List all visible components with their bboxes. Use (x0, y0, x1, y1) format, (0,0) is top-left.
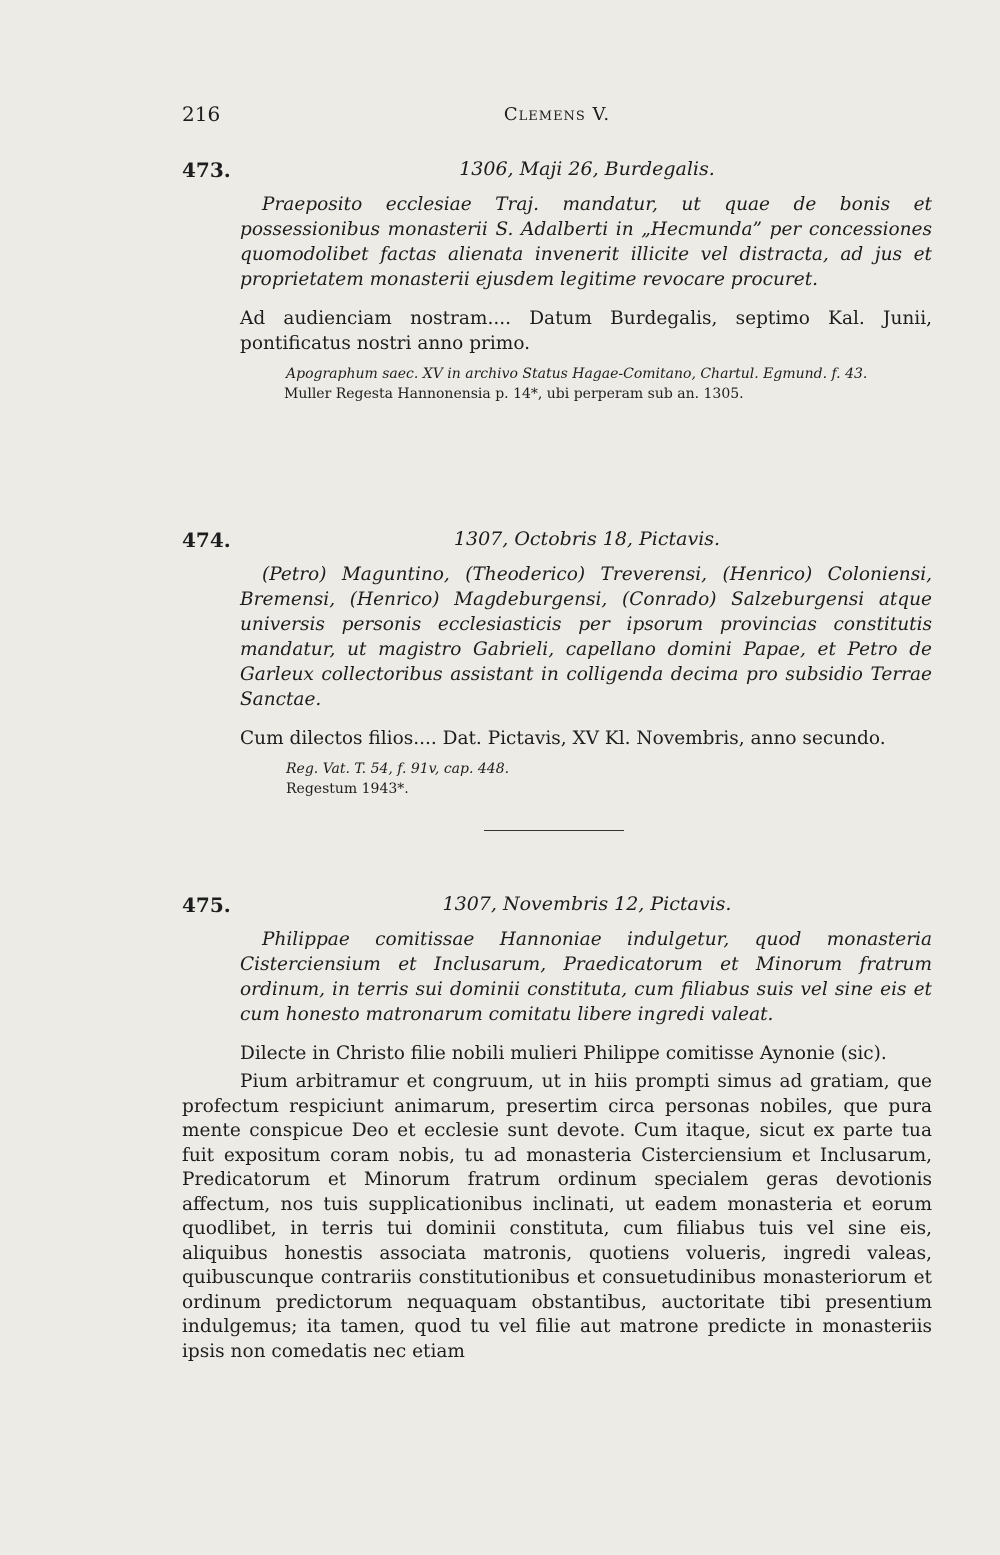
entry-summary: Praeposito ecclesiae Traj. mandatur, ut quae de bonis et possessionibus monasterii S. Adalberti in „Hecmunda” per concessiones quomodolibet factas alienata invenerit illicite vel distracta, ad jus et proprietatem monasterii ejusdem legitime revocare procuret. (240, 194, 932, 290)
entry-473 (182, 158, 932, 404)
page-number: 216 (182, 102, 221, 126)
page-header (182, 102, 932, 132)
letter-body (182, 1070, 932, 1364)
entry-474 (182, 528, 932, 799)
entry-summary: (Petro) Maguntino, (Theoderico) Treverensi, (Henrico) Coloniensi, Bremensi, (Henrico) Magdeburgensi, (Conrado) Salzeburgensi atque universis personis ecclesiasticis per ipsorum provincias constitutis mandatur, ut magistro Gabrieli, capellano domini Papae, et Petro de Garleux collectoribus assistant in colligenda decima pro subsidio Terrae Sanctae. (240, 564, 932, 710)
source-line: Reg. Vat. T. 54, f. 91v, cap. 448. (286, 761, 510, 777)
source-line: Regestum 1943*. (286, 781, 409, 797)
entry-date: 1306, Maji 26, Burdegalis. (459, 158, 715, 180)
entry-summary: Philippae comitissae Hannoniae indulgetur, quod monasteria Cisterciensium et Inclusarum, Praedicatorum et Minorum fratrum ordinum, in terris sui dominii constituta, cum filiabus suis vel sine eis et cum honesto matronarum comitatu libere ingredi valeat. (240, 929, 932, 1025)
running-title: Clemens V. (503, 104, 611, 125)
letter-body-text: Pium arbitramur et congruum, ut in hiis prompti simus ad gratiam, que profectum respiciunt animarum, presertim circa personas nobiles, que pura mente conspicue Deo et ecclesie sunt devote. Cum itaque, sicut ex parte tua fuit expositum coram nobis, tu ad monasteria Cisterciensium et Inclusarum, Predicatorum et Minorum fratrum ordinum specialem geras devotionis affectum, nos tuis supplicationibus inclinati, ut eadem monasteria et eorum quodlibet, in terris tui dominii constituta, cum filiabus tuis vel sine eis, aliquibus honestis associata matronis, quotiens volueris, ingredi valeas, quibuscunque contrariis constitutionibus et consuetudinibus monasteriorum et ordinum predictorum nequaquam obstantibus, auctoritate tibi presentium indulgemus; ita tamen, quod tu vel filie aut matrone predicte in monasteriis ipsis non comedatis nec etiam (182, 1071, 932, 1362)
source-line: Muller Regesta Hannonensia p. 14*, ubi perperam sub an. 1305. (284, 386, 744, 402)
entry-number: 474. (182, 528, 231, 552)
entry-number: 475. (182, 893, 231, 917)
entry-incipit: Ad audienciam nostram.... Datum Burdegalis, septimo Kal. Junii, pontificatus nostri anno primo. (240, 308, 932, 354)
entry-sources (286, 759, 932, 799)
entry-sources (286, 364, 932, 404)
entry-date: 1307, Octobris 18, Pictavis. (453, 528, 721, 550)
entry-475 (182, 893, 932, 1364)
entry-number: 473. (182, 158, 231, 182)
entry-date: 1307, Novembris 12, Pictavis. (442, 893, 732, 915)
entry-incipit: Cum dilectos filios.... Dat. Pictavis, XV Kl. Novembris, anno secundo. (240, 728, 886, 749)
section-divider (484, 830, 624, 831)
source-line: Apographum saec. XV in archivo Status Hagae-Comitano, Chartul. Egmund. f. 43. (286, 366, 868, 382)
letter-address: Dilecte in Christo filie nobili mulieri Philippe comitisse Aynonie (sic). (240, 1043, 887, 1064)
